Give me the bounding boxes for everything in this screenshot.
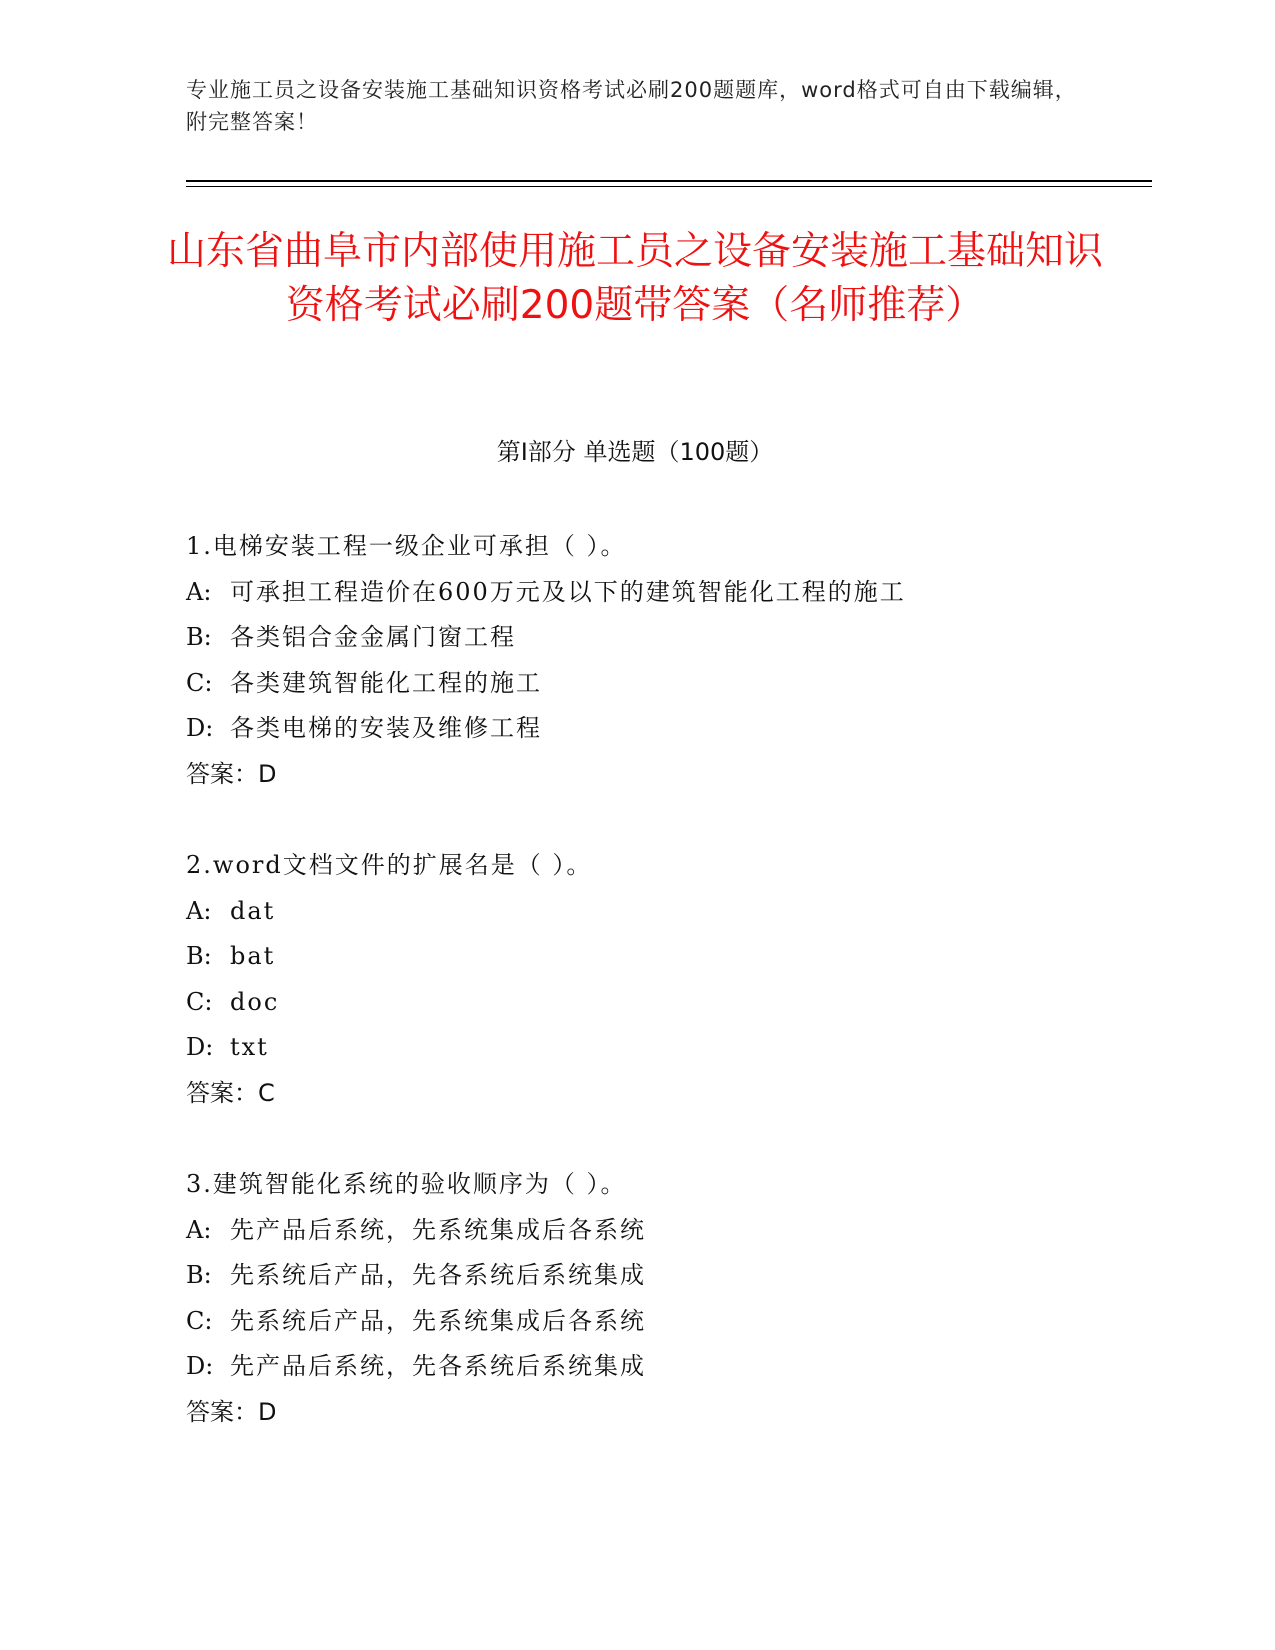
answer-line <box>186 1071 1086 1117</box>
option-label: D: <box>186 714 214 742</box>
option-label: D: <box>186 1352 214 1380</box>
option-text: 先系统后产品，先系统集成后各系统 <box>230 1306 646 1335</box>
section-heading: 第I部分 单选题（100题） <box>496 438 774 466</box>
option-text: dat <box>230 896 276 925</box>
option-label: B: <box>186 623 212 651</box>
option-text: 先产品后系统，先各系统后系统集成 <box>230 1352 646 1380</box>
answer-line <box>186 1390 1086 1436</box>
option-label: C: <box>186 987 213 1016</box>
header-divider-thick <box>186 180 1152 182</box>
option-text: 各类建筑智能化工程的施工 <box>230 668 542 697</box>
question-1 <box>186 524 1086 797</box>
answer-label: 答案： <box>186 1397 258 1426</box>
option-a <box>186 1208 1086 1254</box>
option-d <box>186 1344 1086 1390</box>
option-label: B: <box>186 1261 212 1289</box>
option-c <box>186 980 1086 1026</box>
answer-line <box>186 752 1086 798</box>
option-c <box>186 1299 1086 1345</box>
question-stem: 2.word文档文件的扩展名是（ ）。 <box>186 851 593 879</box>
header-divider-thin <box>186 186 1152 187</box>
option-text: 各类铝合金金属门窗工程 <box>230 623 516 651</box>
option-text: txt <box>230 1033 269 1061</box>
answer-value: D <box>258 759 277 788</box>
option-text: 各类电梯的安装及维修工程 <box>230 714 542 742</box>
option-label: B: <box>186 942 212 970</box>
option-d <box>186 706 1086 752</box>
answer-value: C <box>258 1078 275 1107</box>
option-b <box>186 615 1086 661</box>
option-a <box>186 889 1086 935</box>
option-label: A: <box>186 1215 212 1244</box>
option-label: C: <box>186 1306 213 1335</box>
option-text: bat <box>230 942 276 970</box>
option-text: 先系统后产品，先各系统后系统集成 <box>230 1261 646 1289</box>
question-stem: 1.电梯安装工程一级企业可承担（ ）。 <box>186 532 627 560</box>
option-label: C: <box>186 668 213 697</box>
option-label: A: <box>186 577 212 606</box>
answer-label: 答案： <box>186 1078 258 1107</box>
header-note: 专业施工员之设备安装施工基础知识资格考试必刷200题题库，word格式可自由下载编辑，附完整答案！ <box>186 78 1077 134</box>
option-c <box>186 661 1086 707</box>
document-title: 山东省曲阜市内部使用施工员之设备安装施工基础知识资格考试必刷200题带答案（名师推荐） <box>166 229 1103 328</box>
question-3 <box>186 1162 1086 1435</box>
answer-label: 答案： <box>186 759 258 788</box>
option-d <box>186 1025 1086 1071</box>
answer-value: D <box>258 1397 277 1426</box>
option-text: doc <box>230 987 280 1016</box>
question-2 <box>186 843 1086 1116</box>
question-stem: 3.建筑智能化系统的验收顺序为（ ）。 <box>186 1170 627 1198</box>
option-text: 可承担工程造价在600万元及以下的建筑智能化工程的施工 <box>230 577 906 606</box>
option-a <box>186 570 1086 616</box>
option-label: D: <box>186 1033 214 1061</box>
option-text: 先产品后系统，先系统集成后各系统 <box>230 1215 646 1244</box>
option-label: A: <box>186 896 212 925</box>
option-b <box>186 934 1086 980</box>
option-b <box>186 1253 1086 1299</box>
